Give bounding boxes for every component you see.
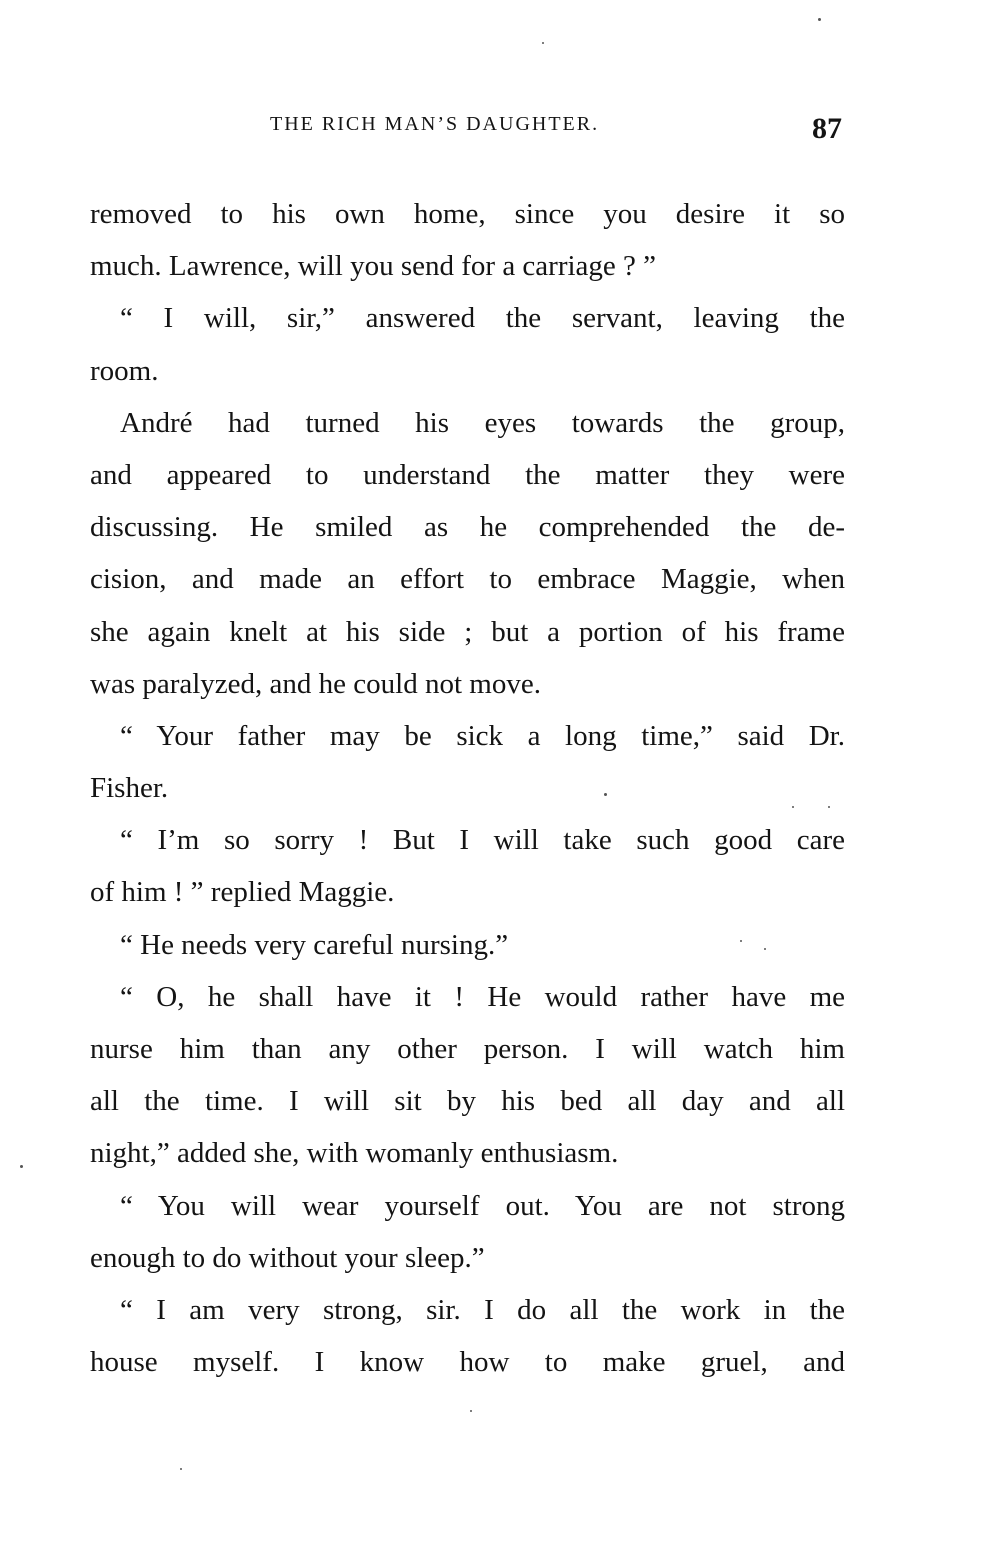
text-line: house myself. I know how to make gruel, and: [90, 1346, 845, 1379]
text-line: André had turned his eyes towards the group,: [120, 406, 845, 439]
page-number: 87: [812, 112, 842, 145]
scan-speck: [604, 793, 607, 796]
text-line: all the time. I will sit by his bed all day and all: [90, 1085, 845, 1118]
text-line: “ He needs very careful nursing.”: [120, 928, 509, 961]
scan-speck: [828, 806, 830, 808]
text-line: “ I will, sir,” answered the servant, leaving the: [120, 302, 845, 335]
text-line: discussing. He smiled as he comprehended the de-: [90, 511, 845, 544]
text-line: “ I’m so sorry ! But I will take such good care: [120, 824, 845, 857]
text-line: Fisher.: [90, 772, 169, 805]
text-line: “ I am very strong, sir. I do all the work in the: [120, 1293, 845, 1326]
scan-speck: [818, 18, 821, 21]
text-line: “ You will wear yourself out. You are not strong: [120, 1189, 845, 1222]
text-line: removed to his own home, since you desire it so: [90, 198, 845, 230]
scan-speck: [792, 806, 794, 808]
text-line: and appeared to understand the matter they were: [90, 458, 845, 491]
text-line: she again knelt at his side ; but a portion of his frame: [90, 615, 845, 648]
scan-speck: [764, 948, 766, 950]
text-line: cision, and made an effort to embrace Maggie, when: [90, 563, 845, 596]
scan-speck: [740, 940, 742, 942]
scan-speck: [180, 1468, 182, 1470]
scan-speck: [20, 1165, 23, 1168]
text-line: “ O, he shall have it ! He would rather have me: [120, 980, 845, 1013]
text-line: nurse him than any other person. I will watch him: [90, 1033, 845, 1065]
text-line: “ Your father may be sick a long time,” said Dr.: [120, 719, 845, 752]
text-line: of him ! ” replied Maggie.: [90, 876, 395, 909]
text-line: enough to do without your sleep.”: [90, 1241, 485, 1274]
text-line: night,” added she, with womanly enthusiasm.: [90, 1137, 619, 1170]
scan-speck: [542, 42, 544, 44]
text-line: was paralyzed, and he could not move.: [90, 667, 541, 700]
body-text: [90, 188, 845, 1388]
scan-speck: [470, 1410, 472, 1412]
text-line: much. Lawrence, will you send for a carriage ? ”: [90, 250, 657, 283]
running-title: THE RICH MAN’S DAUGHTER.: [270, 113, 600, 135]
text-line: room.: [90, 354, 159, 387]
